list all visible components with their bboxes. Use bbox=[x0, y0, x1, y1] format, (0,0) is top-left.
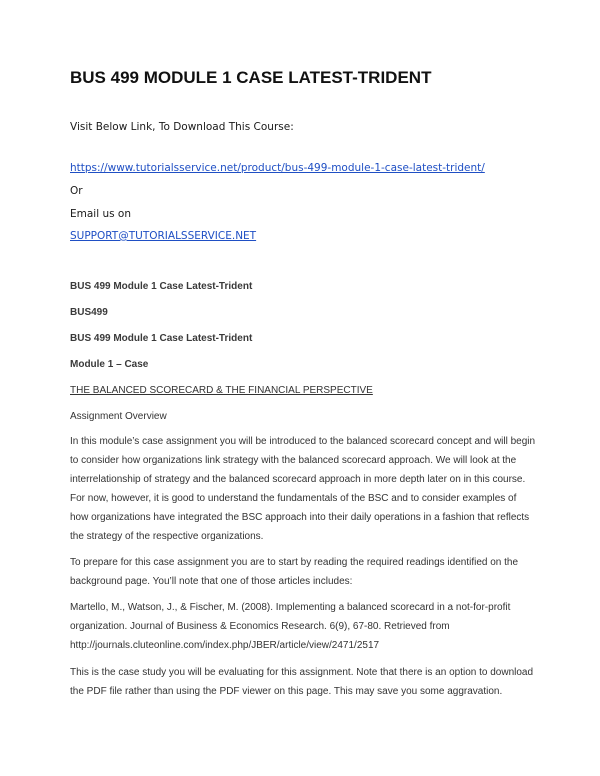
paragraph-line: For now, however, it is good to understand the fundamentals of the BSC and to consider examples of bbox=[70, 493, 517, 504]
paragraph-line: background page. You’ll note that one of those articles includes: bbox=[70, 576, 353, 587]
paragraph-line: organization. Journal of Business & Economics Research. 6(9), 67-80. Retrieved from bbox=[70, 621, 450, 632]
paragraph-line: the strategy of the respective organizations. bbox=[70, 531, 264, 542]
paragraph-line: http://journals.cluteonline.com/index.php/JBER/article/view/2471/2517 bbox=[70, 640, 380, 651]
section-subheading: THE BALANCED SCORECARD & THE FINANCIAL PERSPECTIVE bbox=[70, 385, 373, 396]
heading-module-1: Module 1 – Case bbox=[70, 359, 149, 370]
paragraph-citation bbox=[70, 598, 540, 655]
paragraph-line: how organizations have integrated the BSC approach into their daily operations in a fashion that reflects bbox=[70, 512, 530, 523]
paragraph-case-study bbox=[70, 663, 540, 701]
paragraph-line: To prepare for this case assignment you are to start by reading the required readings identified on the bbox=[70, 557, 519, 568]
paragraph-line: In this module’s case assignment you will be introduced to the balanced scorecard concept and will begin bbox=[70, 436, 536, 447]
page-title: BUS 499 MODULE 1 CASE LATEST-TRIDENT bbox=[70, 68, 432, 87]
or-text: Or bbox=[70, 185, 83, 197]
paragraph-line: Martello, M., Watson, J., & Fischer, M. (2008). Implementing a balanced scorecard in a not-for-profit bbox=[70, 602, 511, 613]
visit-text: Visit Below Link, To Download This Course: bbox=[70, 121, 294, 133]
course-link[interactable]: https://www.tutorialsservice.net/product/bus-499-module-1-case-latest-trident/ bbox=[70, 162, 485, 174]
paragraph-prepare bbox=[70, 553, 540, 591]
paragraph-line: This is the case study you will be evaluating for this assignment. Note that there is an option to download bbox=[70, 667, 534, 678]
email-link[interactable]: SUPPORT@TUTORIALSSERVICE.NET bbox=[70, 230, 257, 242]
paragraph-intro bbox=[70, 432, 540, 546]
heading-module-case-repeat: BUS 499 Module 1 Case Latest-Trident bbox=[70, 333, 253, 344]
paragraph-line: interrelationship of strategy and the balanced scorecard approach in more depth later on in this course. bbox=[70, 474, 526, 485]
paragraph-line: to consider how organizations link strategy with the balanced scorecard approach. We will look at the bbox=[70, 455, 517, 466]
heading-module-case: BUS 499 Module 1 Case Latest-Trident bbox=[70, 281, 253, 292]
email-label: Email us on bbox=[70, 208, 132, 220]
overview-label: Assignment Overview bbox=[70, 411, 167, 422]
heading-course-code: BUS499 bbox=[70, 307, 108, 318]
paragraph-line: the PDF file rather than using the PDF viewer on this page. This may save you some aggravation. bbox=[70, 686, 503, 697]
